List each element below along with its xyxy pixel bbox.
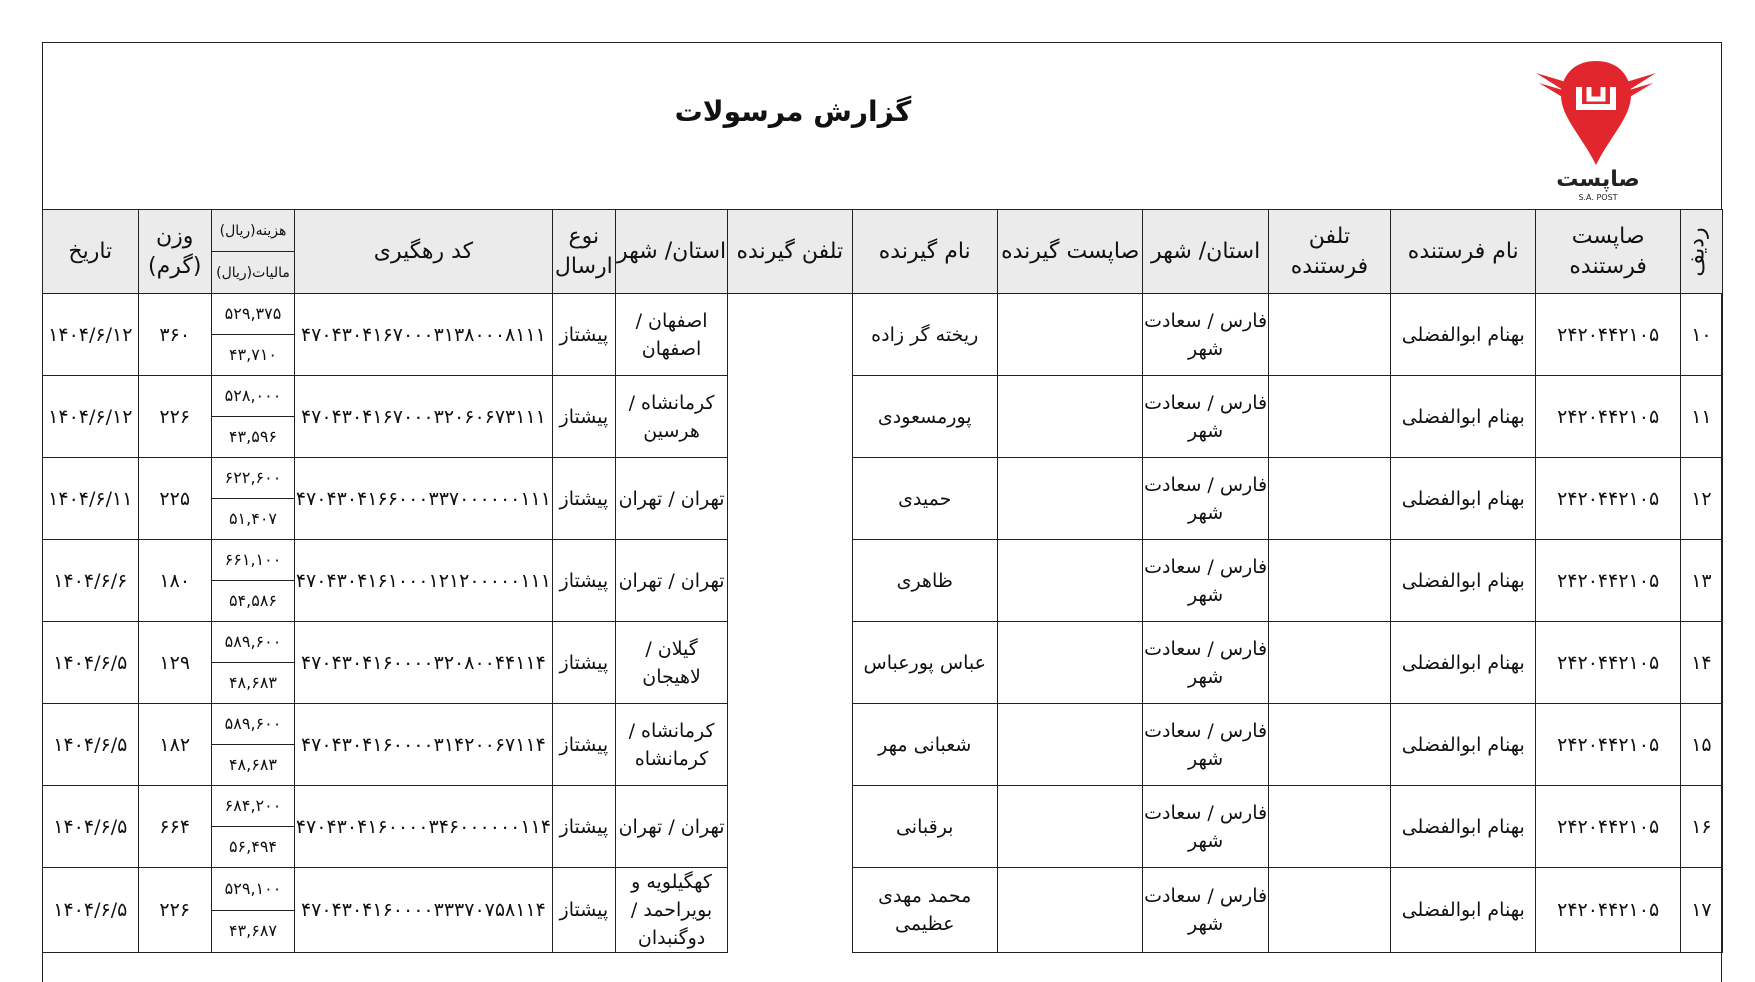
receiver-city: اصفهان / اصفهان <box>616 294 728 376</box>
weight-value: ۱۸۲ <box>138 704 211 786</box>
col-receiver-sapost: صاپست گیرنده <box>997 210 1142 294</box>
receiver-sapost <box>997 458 1142 540</box>
sender-city: فارس / سعادت شهر <box>1143 458 1268 540</box>
receiver-sapost <box>997 294 1142 376</box>
tax-value: ۵۴,۵۸۶ <box>211 581 294 622</box>
col-send-type: نوع ارسال <box>552 210 615 294</box>
tracking-code: ۴۷۰۴۳۰۴۱۶۶۰۰۰۳۳۷۰۰۰۰۰۰۱۱۱ <box>295 458 553 540</box>
sender-phone <box>1268 294 1390 376</box>
tracking-code: ۴۷۰۴۳۰۴۱۶۷۰۰۰۳۱۳۸۰۰۰۸۱۱۱ <box>295 294 553 376</box>
receiver-name: محمد مهدی عظیمی <box>852 868 997 953</box>
col-date: تاریخ <box>43 210 139 294</box>
sender-name: بهنام ابوالفضلی <box>1391 540 1536 622</box>
report-frame <box>42 42 1722 982</box>
receiver-phone <box>728 540 852 622</box>
sender-sapost: ۲۴۲۰۴۴۲۱۰۵ <box>1536 540 1680 622</box>
row-number: ۱۴ <box>1680 622 1722 704</box>
cost-value: ۶۲۲,۶۰۰ <box>211 458 294 499</box>
sender-city: فارس / سعادت شهر <box>1143 376 1268 458</box>
receiver-sapost <box>997 786 1142 868</box>
tax-value: ۵۱,۴۰۷ <box>211 499 294 540</box>
col-weight: وزن (گرم) <box>138 210 211 294</box>
sender-name: بهنام ابوالفضلی <box>1391 458 1536 540</box>
weight-value: ۲۲۵ <box>138 458 211 540</box>
tracking-code: ۴۷۰۴۳۰۴۱۶۷۰۰۰۳۲۰۶۰۶۷۳۱۱۱ <box>295 376 553 458</box>
row-number: ۱۱ <box>1680 376 1722 458</box>
sender-city: فارس / سعادت شهر <box>1143 540 1268 622</box>
sapost-logo <box>1531 55 1661 200</box>
sender-phone <box>1268 376 1390 458</box>
date-value: ۱۴۰۴/۶/۵ <box>43 622 139 704</box>
receiver-name: عباس پورعباس <box>852 622 997 704</box>
sender-city: فارس / سعادت شهر <box>1143 622 1268 704</box>
receiver-city: تهران / تهران <box>616 786 728 868</box>
weight-value: ۲۲۶ <box>138 868 211 953</box>
receiver-phone <box>728 622 852 704</box>
col-receiver-name: نام گیرنده <box>852 210 997 294</box>
send-type: پیشتاز <box>552 868 615 953</box>
cost-value: ۵۲۹,۱۰۰ <box>211 868 294 911</box>
receiver-sapost <box>997 376 1142 458</box>
send-type: پیشتاز <box>552 622 615 704</box>
tax-value: ۴۳,۶۸۷ <box>211 910 294 953</box>
col-receiver-city: استان/ شهر <box>616 210 728 294</box>
receiver-city: گیلان / لاهیجان <box>616 622 728 704</box>
send-type: پیشتاز <box>552 458 615 540</box>
sender-city: فارس / سعادت شهر <box>1143 294 1268 376</box>
col-cost: هزینه(ریال) <box>211 210 294 252</box>
date-value: ۱۴۰۴/۶/۶ <box>43 540 139 622</box>
sender-sapost: ۲۴۲۰۴۴۲۱۰۵ <box>1536 622 1680 704</box>
sender-phone <box>1268 868 1390 953</box>
tracking-code: ۴۷۰۴۳۰۴۱۶۰۰۰۰۳۲۰۸۰۰۴۴۱۱۴ <box>295 622 553 704</box>
receiver-city: کرمانشاه / هرسین <box>616 376 728 458</box>
receiver-city: تهران / تهران <box>616 458 728 540</box>
sender-phone <box>1268 540 1390 622</box>
table-row <box>43 868 1723 911</box>
col-sender-city: استان/ شهر <box>1143 210 1268 294</box>
date-value: ۱۴۰۴/۶/۱۲ <box>43 376 139 458</box>
tax-value: ۴۸,۶۸۳ <box>211 663 294 704</box>
tracking-code: ۴۷۰۴۳۰۴۱۶۰۰۰۰۳۳۳۷۰۷۵۸۱۱۴ <box>295 868 553 953</box>
table-row <box>43 376 1723 417</box>
cost-value: ۵۲۸,۰۰۰ <box>211 376 294 417</box>
weight-value: ۳۶۰ <box>138 294 211 376</box>
cost-value: ۵۲۹,۳۷۵ <box>211 294 294 335</box>
sender-phone <box>1268 704 1390 786</box>
sender-name: بهنام ابوالفضلی <box>1391 376 1536 458</box>
sender-name: بهنام ابوالفضلی <box>1391 294 1536 376</box>
sender-sapost: ۲۴۲۰۴۴۲۱۰۵ <box>1536 786 1680 868</box>
table-row <box>43 786 1723 827</box>
sender-sapost: ۲۴۲۰۴۴۲۱۰۵ <box>1536 294 1680 376</box>
shipments-table <box>42 209 1723 953</box>
receiver-phone <box>728 868 852 953</box>
sender-sapost: ۲۴۲۰۴۴۲۱۰۵ <box>1536 868 1680 953</box>
receiver-sapost <box>997 704 1142 786</box>
cost-value: ۶۸۴,۲۰۰ <box>211 786 294 827</box>
col-sender-sapost: صاپست فرستنده <box>1536 210 1680 294</box>
cost-value: ۶۶۱,۱۰۰ <box>211 540 294 581</box>
receiver-phone <box>728 376 852 458</box>
receiver-city: تهران / تهران <box>616 540 728 622</box>
col-sender-phone: تلفن فرستنده <box>1268 210 1390 294</box>
receiver-city: کهگیلویه و بویراحمد / دوگنبدان <box>616 868 728 953</box>
col-row: ردیف <box>1680 210 1722 294</box>
tracking-code: ۴۷۰۴۳۰۴۱۶۱۰۰۰۱۲۱۲۰۰۰۰۰۱۱۱ <box>295 540 553 622</box>
tax-value: ۴۳,۵۹۶ <box>211 417 294 458</box>
tracking-code: ۴۷۰۴۳۰۴۱۶۰۰۰۰۳۴۶۰۰۰۰۰۰۱۱۴ <box>295 786 553 868</box>
table-row <box>43 294 1723 335</box>
sender-city: فارس / سعادت شهر <box>1143 786 1268 868</box>
send-type: پیشتاز <box>552 704 615 786</box>
col-sender-name: نام فرستنده <box>1391 210 1536 294</box>
receiver-phone <box>728 704 852 786</box>
receiver-name: برقبانی <box>852 786 997 868</box>
row-number: ۱۰ <box>1680 294 1722 376</box>
send-type: پیشتاز <box>552 376 615 458</box>
cost-value: ۵۸۹,۶۰۰ <box>211 622 294 663</box>
sender-sapost: ۲۴۲۰۴۴۲۱۰۵ <box>1536 376 1680 458</box>
table-row <box>43 704 1723 745</box>
logo-subtext: S.A. POST <box>1578 193 1618 202</box>
weight-value: ۱۸۰ <box>138 540 211 622</box>
col-receiver-phone: تلفن گیرنده <box>728 210 852 294</box>
receiver-phone <box>728 786 852 868</box>
table-row <box>43 458 1723 499</box>
weight-value: ۶۶۴ <box>138 786 211 868</box>
sender-name: بهنام ابوالفضلی <box>1391 786 1536 868</box>
header-row <box>43 210 1723 252</box>
sender-phone <box>1268 458 1390 540</box>
sender-name: بهنام ابوالفضلی <box>1391 704 1536 786</box>
row-number: ۱۵ <box>1680 704 1722 786</box>
cost-value: ۵۸۹,۶۰۰ <box>211 704 294 745</box>
logo-text: صاپست <box>1556 167 1640 192</box>
date-value: ۱۴۰۴/۶/۵ <box>43 704 139 786</box>
sender-name: بهنام ابوالفضلی <box>1391 622 1536 704</box>
receiver-name: شعبانی مهر <box>852 704 997 786</box>
receiver-sapost <box>997 622 1142 704</box>
receiver-name: ظاهری <box>852 540 997 622</box>
col-tracking: کد رهگیری <box>295 210 553 294</box>
receiver-sapost <box>997 540 1142 622</box>
table-body <box>43 294 1723 953</box>
sender-phone <box>1268 622 1390 704</box>
sender-city: فارس / سعادت شهر <box>1143 868 1268 953</box>
table-row <box>43 540 1723 581</box>
receiver-name: ریخته گر زاده <box>852 294 997 376</box>
tracking-code: ۴۷۰۴۳۰۴۱۶۰۰۰۰۳۱۴۲۰۰۶۷۱۱۴ <box>295 704 553 786</box>
receiver-name: پورمسعودی <box>852 376 997 458</box>
weight-value: ۲۲۶ <box>138 376 211 458</box>
send-type: پیشتاز <box>552 294 615 376</box>
receiver-city: کرمانشاه / کرمانشاه <box>616 704 728 786</box>
col-tax: مالیات(ریال) <box>211 252 294 294</box>
table-row <box>43 622 1723 663</box>
tax-value: ۴۳,۷۱۰ <box>211 335 294 376</box>
send-type: پیشتاز <box>552 540 615 622</box>
date-value: ۱۴۰۴/۶/۵ <box>43 786 139 868</box>
date-value: ۱۴۰۴/۶/۱۲ <box>43 294 139 376</box>
receiver-phone <box>728 294 852 376</box>
row-number: ۱۷ <box>1680 868 1722 953</box>
row-number: ۱۲ <box>1680 458 1722 540</box>
sender-name: بهنام ابوالفضلی <box>1391 868 1536 953</box>
receiver-sapost <box>997 868 1142 953</box>
row-number: ۱۳ <box>1680 540 1722 622</box>
date-value: ۱۴۰۴/۶/۵ <box>43 868 139 953</box>
send-type: پیشتاز <box>552 786 615 868</box>
tax-value: ۴۸,۶۸۳ <box>211 745 294 786</box>
date-value: ۱۴۰۴/۶/۱۱ <box>43 458 139 540</box>
page-title: گزارش مرسولات <box>674 95 912 128</box>
row-number: ۱۶ <box>1680 786 1722 868</box>
sender-sapost: ۲۴۲۰۴۴۲۱۰۵ <box>1536 458 1680 540</box>
sapost-winged-pin-icon <box>1531 55 1661 170</box>
sender-sapost: ۲۴۲۰۴۴۲۱۰۵ <box>1536 704 1680 786</box>
receiver-name: حمیدی <box>852 458 997 540</box>
sender-city: فارس / سعادت شهر <box>1143 704 1268 786</box>
weight-value: ۱۲۹ <box>138 622 211 704</box>
receiver-phone <box>728 458 852 540</box>
tax-value: ۵۶,۴۹۴ <box>211 827 294 868</box>
report-header <box>43 43 1721 211</box>
sender-phone <box>1268 786 1390 868</box>
